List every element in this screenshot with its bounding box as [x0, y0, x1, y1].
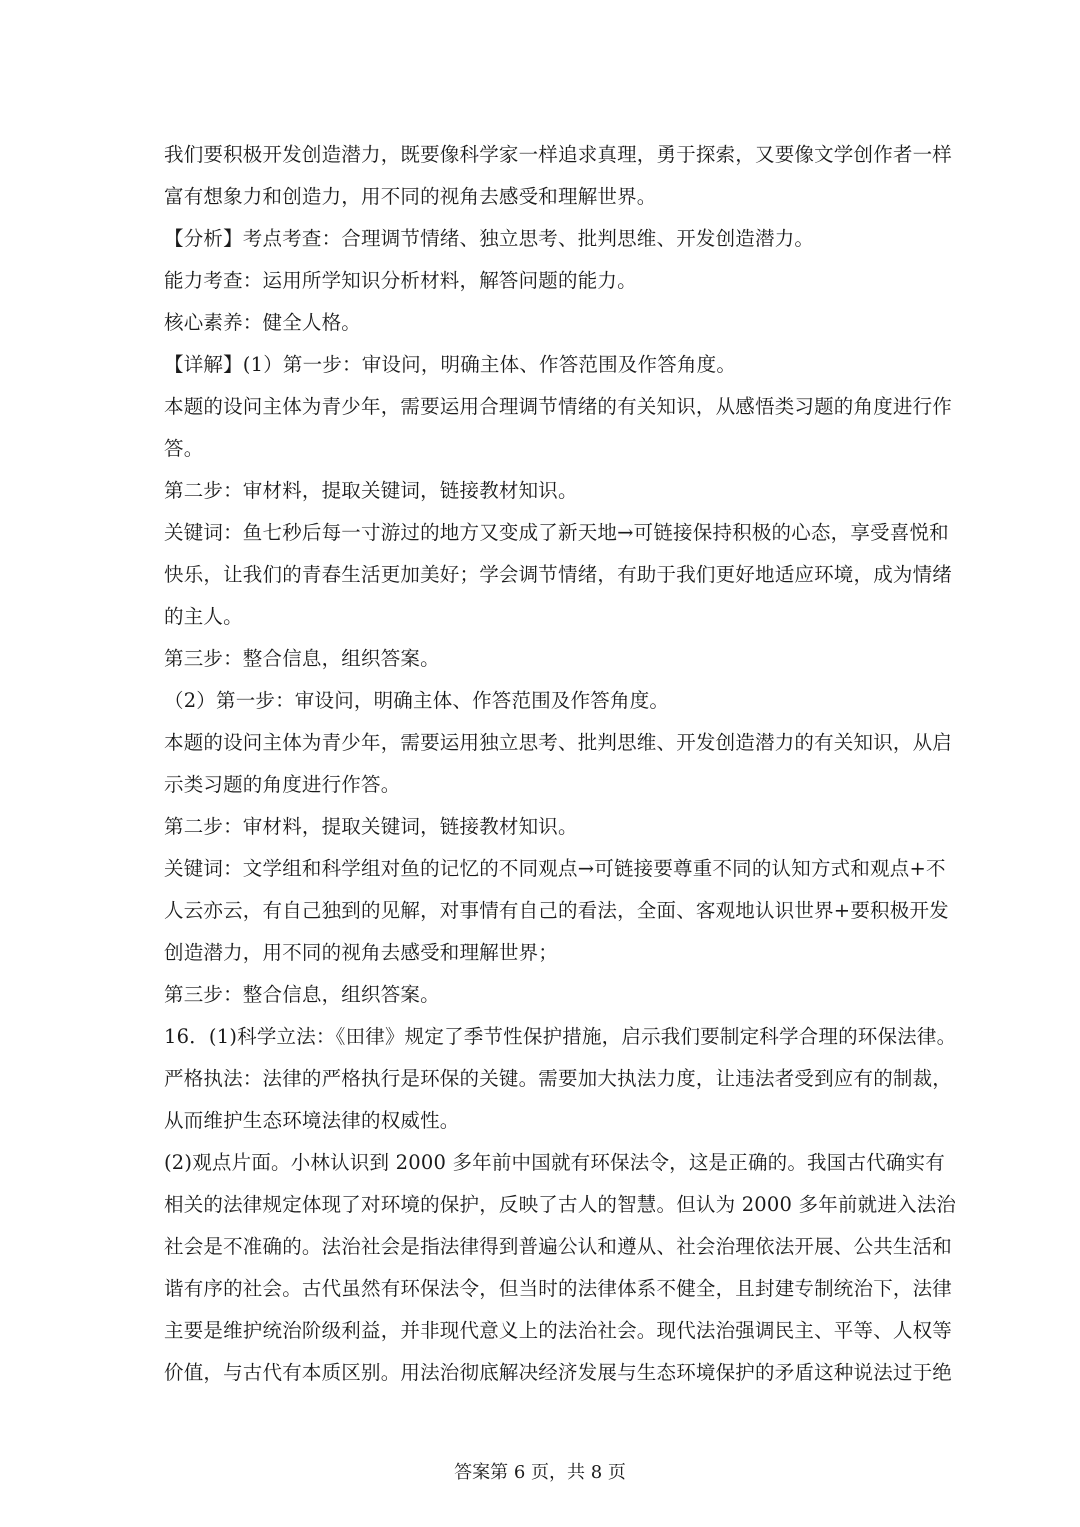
text-line: 相关的法律规定体现了对环境的保护，反映了古人的智慧。但认为 2000 多年前就进入法治 — [164, 1193, 957, 1216]
text-line: 示类习题的角度进行作答。 — [164, 773, 401, 796]
text-line: 能力考查：运用所学知识分析材料，解答问题的能力。 — [164, 269, 637, 292]
text-line: 第二步：审材料，提取关键词，链接教材知识。 — [164, 479, 578, 502]
text-line: 快乐，让我们的青春生活更加美好；学会调节情绪，有助于我们更好地适应环境，成为情绪 — [164, 563, 953, 586]
text-line: 主要是维护统治阶级利益，并非现代意义上的法治社会。现代法治强调民主、平等、人权等 — [164, 1319, 953, 1342]
text-line: 我们要积极开发创造潜力，既要像科学家一样追求真理，勇于探索，又要像文学创作者一样 — [164, 143, 953, 166]
text-line: 价值，与古代有本质区别。用法治彻底解决经济发展与生态环境保护的矛盾这种说法过于绝 — [164, 1361, 953, 1384]
text-line: 创造潜力，用不同的视角去感受和理解世界； — [164, 941, 559, 964]
text-line: 的主人。 — [164, 605, 243, 628]
text-line: 富有想象力和创造力，用不同的视角去感受和理解世界。 — [164, 185, 657, 208]
text-line: 从而维护生态环境法律的权威性。 — [164, 1109, 460, 1132]
text-line: 关键词：文学组和科学组对鱼的记忆的不同观点→可链接要尊重不同的认知方式和观点+不 — [164, 857, 946, 880]
text-line: 第二步：审材料，提取关键词，链接教材知识。 — [164, 815, 578, 838]
text-line: 关键词：鱼七秒后每一寸游过的地方又变成了新天地→可链接保持积极的心态，享受喜悦和 — [164, 521, 949, 544]
text-line: 本题的设问主体为青少年，需要运用合理调节情绪的有关知识，从感悟类习题的角度进行作 — [164, 395, 953, 418]
text-line: 第三步：整合信息，组织答案。 — [164, 647, 440, 670]
text-line: 第三步：整合信息，组织答案。 — [164, 983, 440, 1006]
text-line: 人云亦云，有自己独到的见解，对事情有自己的看法，全面、客观地认识世界+要积极开发 — [164, 899, 949, 922]
text-line: (2)观点片面。小林认识到 2000 多年前中国就有环保法令，这是正确的。我国古代确实有 — [164, 1151, 945, 1174]
explanation-heading: 【详解】(1）第一步：审设问，明确主体、作答范围及作答角度。 — [164, 353, 737, 376]
page-footer: 答案第 6 页，共 8 页 — [454, 1462, 626, 1483]
question-16-answer: 16．(1)科学立法：《田律》规定了季节性保护措施，启示我们要制定科学合理的环保法律。 — [164, 1025, 957, 1048]
text-line: 本题的设问主体为青少年，需要运用独立思考、批判思维、开发创造潜力的有关知识，从启 — [164, 731, 953, 754]
text-line: 严格执法：法律的严格执行是环保的关键。需要加大执法力度，让违法者受到应有的制裁， — [164, 1067, 953, 1090]
text-line: 答。 — [164, 437, 204, 460]
text-line: 核心素养：健全人格。 — [164, 311, 362, 334]
text-line: （2）第一步：审设问，明确主体、作答范围及作答角度。 — [164, 689, 670, 712]
text-line: 社会是不准确的。法治社会是指法律得到普遍公认和遵从、社会治理依法开展、公共生活和 — [164, 1235, 953, 1258]
document-body — [164, 134, 957, 1394]
text-line: 谐有序的社会。古代虽然有环保法令，但当时的法律体系不健全，且封建专制统治下，法律 — [164, 1277, 953, 1300]
analysis-heading: 【分析】考点考查：合理调节情绪、独立思考、批判思维、开发创造潜力。 — [164, 227, 815, 250]
